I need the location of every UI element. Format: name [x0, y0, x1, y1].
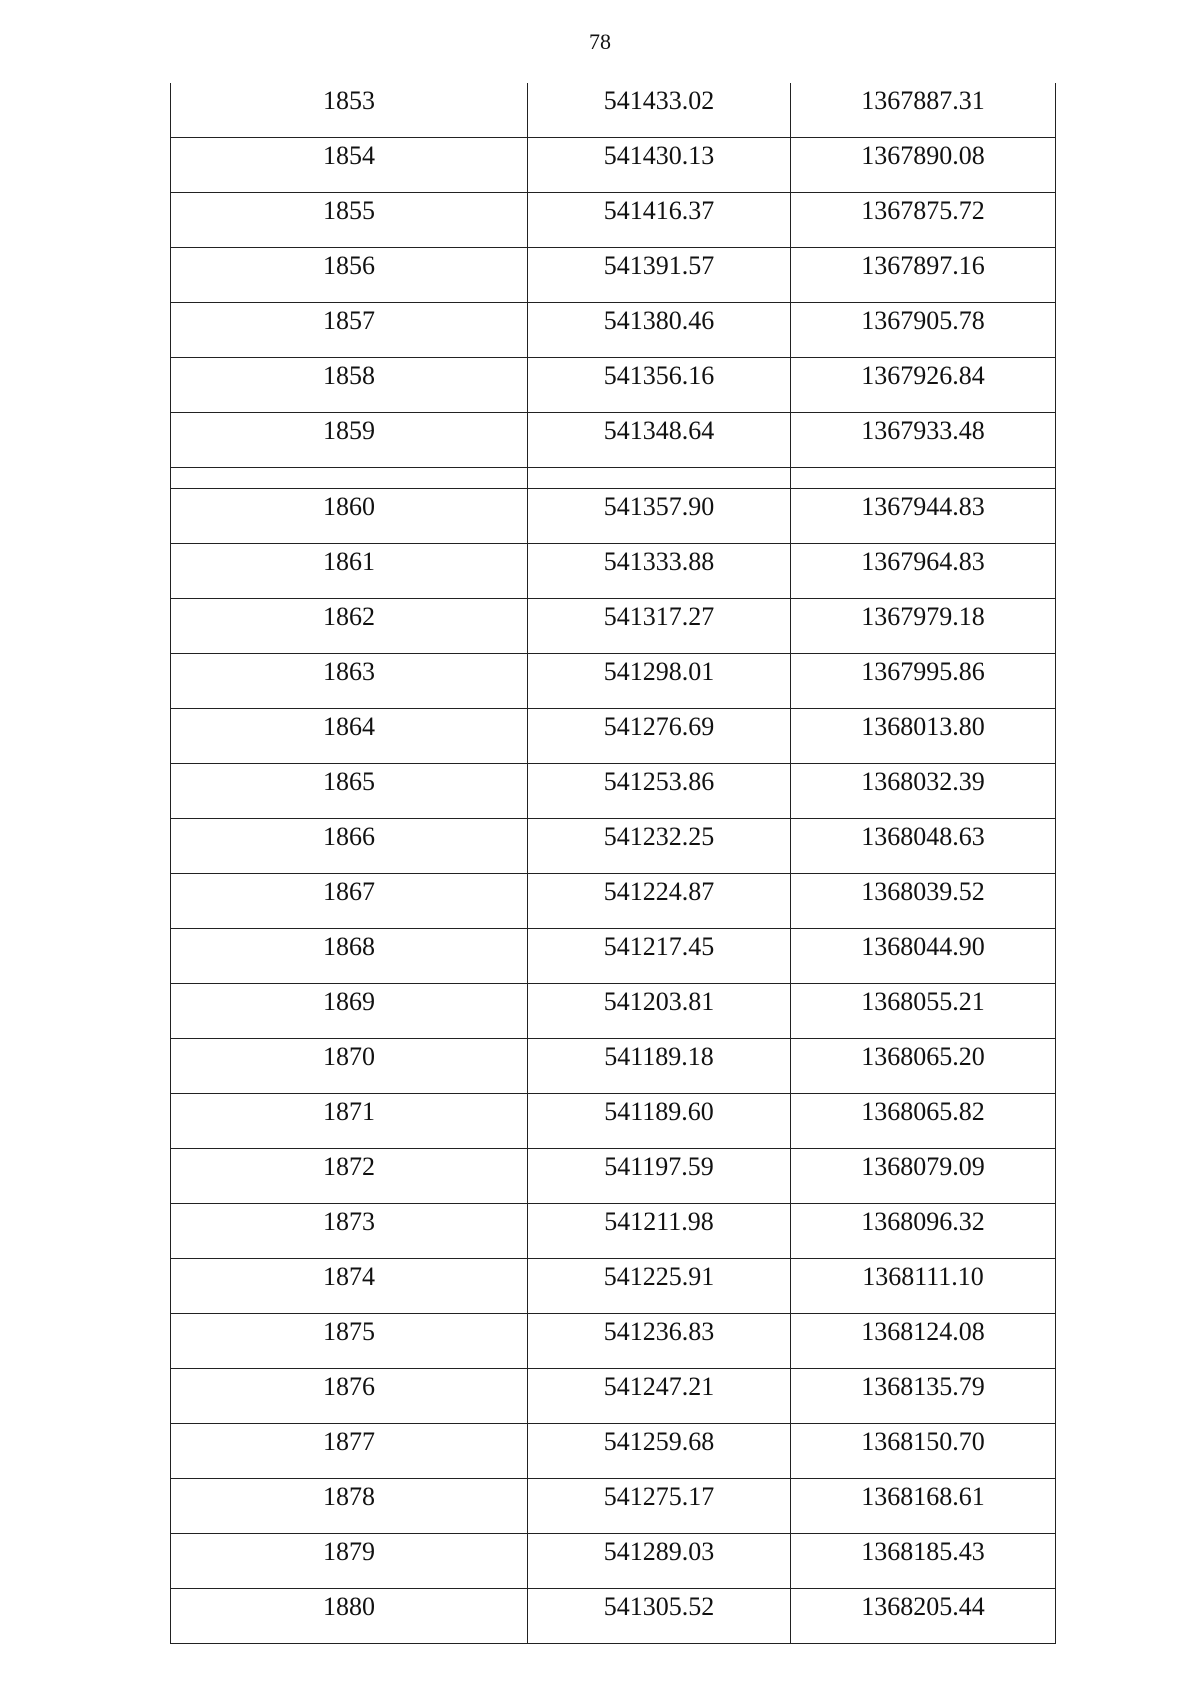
- x-coordinate-cell: 541317.27: [528, 599, 791, 654]
- table-row: [171, 1149, 1056, 1204]
- point-id-cell: 1870: [171, 1039, 528, 1094]
- table-row: [171, 1204, 1056, 1259]
- table-row: [171, 929, 1056, 984]
- y-coordinate-cell: 1367944.83: [791, 489, 1056, 544]
- y-coordinate-cell: 1367887.31: [791, 83, 1056, 138]
- table-row: [171, 489, 1056, 544]
- y-coordinate-cell: 1368013.80: [791, 709, 1056, 764]
- x-coordinate-cell: 541217.45: [528, 929, 791, 984]
- x-coordinate-cell: 541189.18: [528, 1039, 791, 1094]
- point-id-cell: 1859: [171, 413, 528, 468]
- y-coordinate-cell: 1368111.10: [791, 1259, 1056, 1314]
- table-spacer-row: [171, 468, 1056, 489]
- x-coordinate-cell: [528, 468, 791, 489]
- y-coordinate-cell: 1367964.83: [791, 544, 1056, 599]
- table-row: [171, 1369, 1056, 1424]
- y-coordinate-cell: 1368079.09: [791, 1149, 1056, 1204]
- y-coordinate-cell: 1368032.39: [791, 764, 1056, 819]
- x-coordinate-cell: 541333.88: [528, 544, 791, 599]
- x-coordinate-cell: 541416.37: [528, 193, 791, 248]
- table-row: [171, 1479, 1056, 1534]
- point-id-cell: 1864: [171, 709, 528, 764]
- coordinates-table: [170, 83, 1056, 1644]
- x-coordinate-cell: 541275.17: [528, 1479, 791, 1534]
- y-coordinate-cell: 1367979.18: [791, 599, 1056, 654]
- x-coordinate-cell: 541348.64: [528, 413, 791, 468]
- x-coordinate-cell: 541433.02: [528, 83, 791, 138]
- y-coordinate-cell: 1367905.78: [791, 303, 1056, 358]
- x-coordinate-cell: 541189.60: [528, 1094, 791, 1149]
- point-id-cell: 1857: [171, 303, 528, 358]
- x-coordinate-cell: 541203.81: [528, 984, 791, 1039]
- table-row: [171, 1589, 1056, 1644]
- x-coordinate-cell: 541305.52: [528, 1589, 791, 1644]
- y-coordinate-cell: 1367933.48: [791, 413, 1056, 468]
- x-coordinate-cell: 541391.57: [528, 248, 791, 303]
- table-row: [171, 1259, 1056, 1314]
- table-row: [171, 1314, 1056, 1369]
- table-row: [171, 83, 1056, 138]
- x-coordinate-cell: 541236.83: [528, 1314, 791, 1369]
- table-row: [171, 819, 1056, 874]
- y-coordinate-cell: 1367897.16: [791, 248, 1056, 303]
- y-coordinate-cell: 1367926.84: [791, 358, 1056, 413]
- point-id-cell: 1862: [171, 599, 528, 654]
- y-coordinate-cell: 1368205.44: [791, 1589, 1056, 1644]
- table-row: [171, 138, 1056, 193]
- point-id-cell: 1879: [171, 1534, 528, 1589]
- table-row: [171, 984, 1056, 1039]
- y-coordinate-cell: 1367875.72: [791, 193, 1056, 248]
- point-id-cell: 1869: [171, 984, 528, 1039]
- table-row: [171, 1424, 1056, 1479]
- x-coordinate-cell: 541224.87: [528, 874, 791, 929]
- point-id-cell: [171, 468, 528, 489]
- point-id-cell: 1876: [171, 1369, 528, 1424]
- point-id-cell: 1854: [171, 138, 528, 193]
- table-row: [171, 709, 1056, 764]
- y-coordinate-cell: 1368039.52: [791, 874, 1056, 929]
- point-id-cell: 1865: [171, 764, 528, 819]
- point-id-cell: 1868: [171, 929, 528, 984]
- point-id-cell: 1866: [171, 819, 528, 874]
- point-id-cell: 1863: [171, 654, 528, 709]
- x-coordinate-cell: 541289.03: [528, 1534, 791, 1589]
- table-row: [171, 874, 1056, 929]
- page-number: 78: [589, 29, 611, 54]
- table-row: [171, 599, 1056, 654]
- point-id-cell: 1858: [171, 358, 528, 413]
- y-coordinate-cell: 1368055.21: [791, 984, 1056, 1039]
- x-coordinate-cell: 541247.21: [528, 1369, 791, 1424]
- y-coordinate-cell: 1367890.08: [791, 138, 1056, 193]
- point-id-cell: 1853: [171, 83, 528, 138]
- table-row: [171, 358, 1056, 413]
- y-coordinate-cell: 1367995.86: [791, 654, 1056, 709]
- point-id-cell: 1877: [171, 1424, 528, 1479]
- table-row: [171, 654, 1056, 709]
- point-id-cell: 1872: [171, 1149, 528, 1204]
- y-coordinate-cell: 1368185.43: [791, 1534, 1056, 1589]
- table-row: [171, 303, 1056, 358]
- x-coordinate-cell: 541232.25: [528, 819, 791, 874]
- table-row: [171, 413, 1056, 468]
- table-row: [171, 764, 1056, 819]
- x-coordinate-cell: 541356.16: [528, 358, 791, 413]
- y-coordinate-cell: 1368096.32: [791, 1204, 1056, 1259]
- x-coordinate-cell: 541380.46: [528, 303, 791, 358]
- x-coordinate-cell: 541259.68: [528, 1424, 791, 1479]
- y-coordinate-cell: 1368065.20: [791, 1039, 1056, 1094]
- table-row: [171, 193, 1056, 248]
- table-row: [171, 1094, 1056, 1149]
- point-id-cell: 1861: [171, 544, 528, 599]
- point-id-cell: 1867: [171, 874, 528, 929]
- table-row: [171, 544, 1056, 599]
- point-id-cell: 1880: [171, 1589, 528, 1644]
- x-coordinate-cell: 541197.59: [528, 1149, 791, 1204]
- x-coordinate-cell: 541211.98: [528, 1204, 791, 1259]
- y-coordinate-cell: 1368168.61: [791, 1479, 1056, 1534]
- point-id-cell: 1871: [171, 1094, 528, 1149]
- x-coordinate-cell: 541276.69: [528, 709, 791, 764]
- x-coordinate-cell: 541253.86: [528, 764, 791, 819]
- y-coordinate-cell: 1368135.79: [791, 1369, 1056, 1424]
- point-id-cell: 1856: [171, 248, 528, 303]
- coordinates-table-body: [171, 83, 1056, 1644]
- x-coordinate-cell: 541430.13: [528, 138, 791, 193]
- point-id-cell: 1874: [171, 1259, 528, 1314]
- point-id-cell: 1878: [171, 1479, 528, 1534]
- y-coordinate-cell: [791, 468, 1056, 489]
- point-id-cell: 1873: [171, 1204, 528, 1259]
- table-row: [171, 248, 1056, 303]
- point-id-cell: 1860: [171, 489, 528, 544]
- point-id-cell: 1855: [171, 193, 528, 248]
- x-coordinate-cell: 541225.91: [528, 1259, 791, 1314]
- point-id-cell: 1875: [171, 1314, 528, 1369]
- table-row: [171, 1039, 1056, 1094]
- y-coordinate-cell: 1368065.82: [791, 1094, 1056, 1149]
- x-coordinate-cell: 541298.01: [528, 654, 791, 709]
- table-row: [171, 1534, 1056, 1589]
- x-coordinate-cell: 541357.90: [528, 489, 791, 544]
- y-coordinate-cell: 1368150.70: [791, 1424, 1056, 1479]
- y-coordinate-cell: 1368044.90: [791, 929, 1056, 984]
- y-coordinate-cell: 1368048.63: [791, 819, 1056, 874]
- y-coordinate-cell: 1368124.08: [791, 1314, 1056, 1369]
